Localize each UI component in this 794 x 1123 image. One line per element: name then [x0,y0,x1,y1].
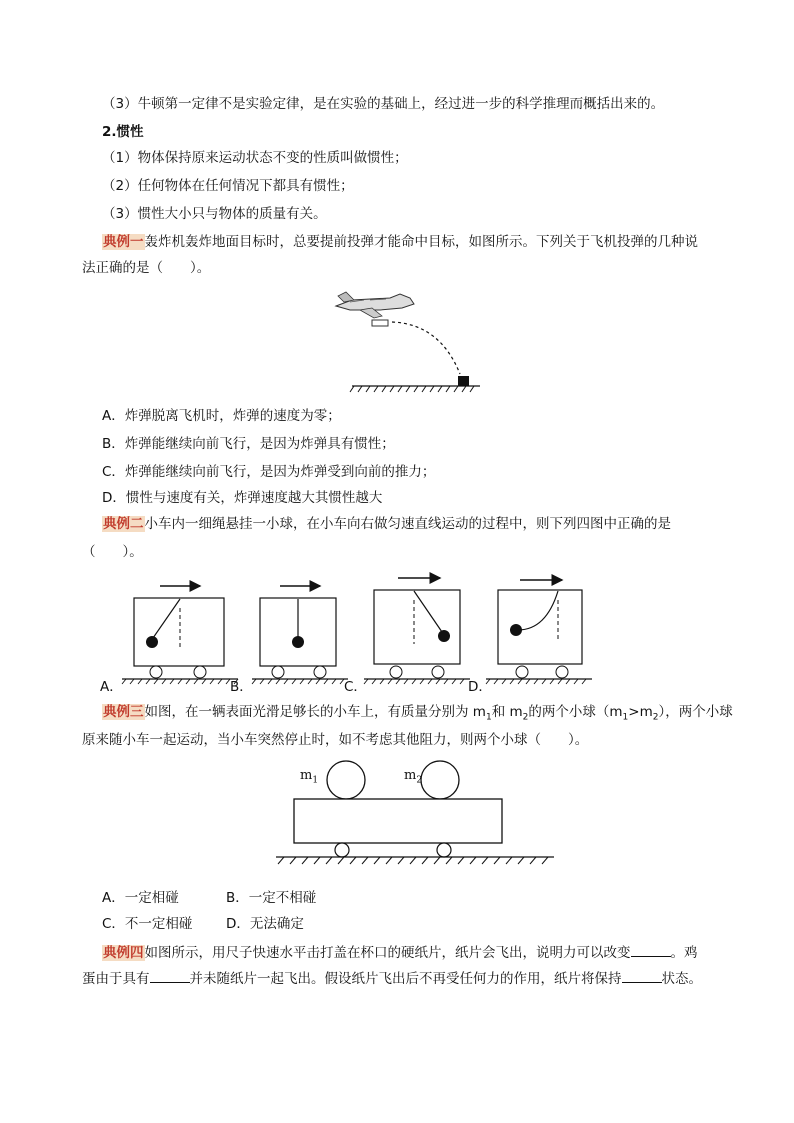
m2-sub: 2 [522,712,529,723]
example3-option-d: D．无法确定 [226,916,304,932]
ball2-label: $m_2$ [404,768,423,786]
inertia-point-3: （3）惯性大小只与物体的质量有关。 [102,206,327,222]
example2-question [102,514,671,534]
example4-text-c: 蛋由于具有 [82,971,150,987]
cart-label-d: D． [468,679,492,695]
example4-text-e: 状态。 [661,971,702,987]
cart-figure-a [120,572,240,687]
ball1-label: $m_1$ [300,768,319,786]
trajectory-line [392,322,460,374]
example3-text-b: 和 m [491,704,523,720]
cart-figure-c [362,566,472,687]
ball-m2 [421,761,459,799]
ball-m1 [327,761,365,799]
cart-label-b: B． [230,679,253,695]
cart-label-a: A． [100,679,123,695]
section-heading-inertia: 2.惯性 [102,124,144,140]
example2-question-cont: （ ）。 [82,544,143,560]
answer-blank-1[interactable] [631,942,671,957]
example4-text-b: 。鸡 [670,945,698,961]
bomb-icon [372,320,388,326]
example1-option-c: C．炸弹能继续向前飞行，是因为炸弹受到向前的推力； [102,464,436,480]
answer-blank-3[interactable] [622,968,662,983]
bomber-figure [330,288,490,394]
example3-option-a: A．一定相碰 [102,890,179,906]
example3-text-c: 的两个小球（m [528,704,623,720]
example3-tag: 典例三 [103,704,144,720]
m1-sub-2: 1 [622,712,629,723]
m1-sub: 1 [485,712,492,723]
example1-option-a: A．炸弹脱离飞机时，炸弹的速度为零； [102,408,341,424]
airplane-icon [336,292,414,318]
target-icon [458,376,469,386]
example2-tag: 典例二 [103,516,144,532]
example2-text-1: 小车内一细绳悬挂一小球，在小车向右做匀速直线运动的过程中，则下列四图中正确的是 [144,516,671,532]
example1-tag: 典例一 [103,234,144,250]
example4-question-cont [82,968,702,989]
example3-question [102,702,733,728]
answer-blank-2[interactable] [150,968,190,983]
inertia-point-2: （2）任何物体在任何情况下都具有惯性； [102,178,354,194]
example3-question-cont: 原来随小车一起运动，当小车突然停止时，如不考虑其他阻力，则两个小球（ ）。 [82,732,589,748]
example3-option-c: C．不一定相碰 [102,916,193,932]
ground-hatch [350,386,474,392]
law-note: （3）牛顿第一定律不是实验定律，是在实验的基础上，经过进一步的科学推理而概括出来的。 [102,96,665,112]
example4-text-a: 如图所示，用尺子快速水平击打盖在杯口的硬纸片，纸片会飞出，说明力可以改变 [144,945,631,961]
cart-label-c: C． [344,679,367,695]
example1-text-1: 轰炸机轰炸地面目标时，总要提前投弹才能命中目标，如图所示。下列关于飞机投弹的几种说 [144,234,698,250]
cart-figure-b [250,572,350,687]
example3-option-b: B．一定不相碰 [226,890,317,906]
cart-figure-d [484,568,594,687]
example1-question [102,232,698,252]
example4-question [102,942,698,963]
example1-question-cont: 法正确的是（ ）。 [82,260,211,276]
inertia-point-1: （1）物体保持原来运动状态不变的性质叫做惯性； [102,150,408,166]
m2-sub-2: 2 [652,712,659,723]
cart-body [294,799,502,843]
example3-text-a: 如图，在一辆表面光滑足够长的小车上，有质量分别为 m [144,704,486,720]
example3-text-e: ），两个小球 [658,704,733,720]
example4-tag: 典例四 [103,945,144,961]
example1-option-d: D．惯性与速度有关，炸弹速度越大其惯性越大 [102,490,383,506]
example4-text-d: 并未随纸片一起飞出。假设纸片飞出后不再受任何力的作用，纸片将保持 [189,971,622,987]
example3-text-d: >m [628,704,653,720]
example1-option-b: B．炸弹能继续向前飞行，是因为炸弹具有惯性； [102,436,395,452]
